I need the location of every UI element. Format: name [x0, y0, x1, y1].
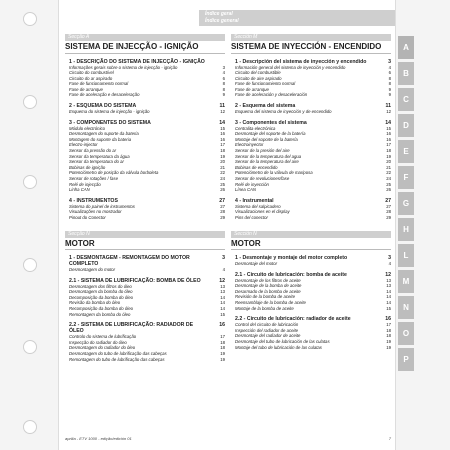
- section-injection-pt: [65, 34, 225, 221]
- toc-entry-page: 26: [386, 187, 391, 193]
- section-tab-d[interactable]: D: [398, 114, 414, 137]
- chapter-page: 11: [385, 103, 391, 110]
- chapter-title: 2.2 - SISTEMA DE LUBRIFICAÇÃO: RADIADOR DE ÓLEO: [69, 322, 194, 335]
- toc-entry-page: 15: [220, 311, 225, 317]
- binder-hole: [23, 258, 37, 272]
- section-motor-es: [231, 231, 391, 351]
- section-tab-h[interactable]: H: [398, 218, 414, 241]
- toc-entry-label: Desmontagem do radiador do óleo: [69, 345, 136, 351]
- chapter-title: 1 - Desmontaje y montaje del motor completo: [235, 255, 348, 262]
- toc-entry-label: Revisão da bomba do óleo: [69, 300, 121, 306]
- toc-entry-label: Remontagem do tubo de lubrificação das cabeças: [69, 356, 165, 362]
- toc-entry-page: 15: [220, 125, 225, 131]
- toc-entry-label: Desmontaje de la bomba de aceite: [235, 283, 302, 289]
- toc-entry-label: Desmontaje del motor: [235, 261, 278, 267]
- toc-entry-label: Controlo do sistema de lubrificação: [69, 334, 137, 340]
- toc-entry-label: Fase de funcionamento normal: [69, 81, 129, 87]
- binder-hole: [23, 340, 37, 354]
- section-tab-m[interactable]: M: [398, 270, 414, 293]
- toc-entry-page: 12: [220, 109, 225, 115]
- toc-entry-label: Desmontagem do tubo de lubrificação das cabeças: [69, 351, 167, 356]
- toc-entry-label: Circuito del combustible: [235, 70, 281, 76]
- toc-entry-page: 6: [222, 75, 225, 81]
- toc-entry-page: 19: [220, 351, 225, 356]
- toc-entry[interactable]: [231, 261, 391, 267]
- toc-entry-page: 17: [386, 322, 391, 328]
- toc-entry-page: 14: [220, 306, 225, 312]
- section-tag: Secção N: [68, 230, 90, 237]
- toc-entry-label: Sistema del salpicadero: [235, 203, 281, 209]
- toc-entry-label: Recomposição da bomba do óleo: [69, 306, 134, 312]
- toc-entry-page: 22: [386, 170, 391, 176]
- toc-entry-label: Fase de arranque: [235, 86, 269, 92]
- toc-entry-page: 24: [220, 176, 225, 181]
- binder-hole: [23, 420, 37, 434]
- toc-entry-label: Inspecção do radiador do óleo: [69, 339, 127, 345]
- toc-entry-label: Centralita electrónica: [235, 125, 276, 131]
- toc-entry-page: 18: [386, 333, 391, 339]
- section-tab-f[interactable]: F: [398, 166, 414, 189]
- toc-entry-label: Esquema del sistema de inyección y de encendido: [235, 109, 332, 115]
- toc-entry-label: Relé de inyección: [235, 181, 269, 187]
- toc-entry-page: 19: [220, 153, 225, 159]
- chapter-page: 11: [219, 103, 225, 110]
- chapter-title: 1 - DESMONTAGEM - REMONTAGEM DO MOTOR COMPLETO: [69, 255, 190, 268]
- toc-entry-label: Módulo electrónico: [69, 125, 106, 131]
- toc-entry-page: 25: [386, 181, 391, 187]
- toc-entry-label: Sensor de la presión del aire: [235, 148, 290, 154]
- toc-entry[interactable]: [231, 109, 391, 115]
- toc-entry-label: Remontagem da bomba do óleo: [69, 311, 131, 317]
- section-tab-e[interactable]: E: [398, 140, 414, 163]
- page-number: 7: [388, 436, 391, 441]
- chapter-title: 1 - Descripción del sistema de inyección y encendido: [235, 58, 367, 65]
- toc-entry-page: 14: [386, 294, 391, 300]
- toc-entry[interactable]: [65, 215, 225, 221]
- toc-entry-page: 29: [220, 214, 225, 220]
- toc-entry-page: 27: [220, 203, 225, 209]
- toc-entry-label: Inspección del radiador de aceite: [235, 327, 299, 333]
- toc-entry-label: Montaje del soporte de la batería: [235, 136, 298, 142]
- chapter-page: 3: [388, 58, 391, 65]
- divider: [231, 53, 391, 54]
- toc-entry-label: Bobinas de encendido: [235, 164, 278, 170]
- toc-entry-label: Sensor da temperatura do ar: [69, 159, 124, 165]
- page-footer: [65, 436, 391, 441]
- toc-entry-page: 21: [220, 164, 225, 170]
- toc-entry[interactable]: [65, 357, 225, 363]
- toc-entry-page: 14: [220, 300, 225, 306]
- toc-entry-page: 8: [222, 81, 225, 87]
- toc-entry-page: 4: [388, 261, 391, 267]
- toc-entry-page: 20: [386, 159, 391, 165]
- toc-entry[interactable]: [65, 109, 225, 115]
- toc-entry-label: Desarmado de la bomba de aceite: [235, 288, 301, 294]
- toc-entry-label: Potenciómetro de la válvula de mariposa: [235, 170, 313, 176]
- chapter-page: 3: [388, 255, 391, 262]
- chapter-heading[interactable]: [65, 255, 225, 267]
- toc-entry-label: Montaje del tubo de lubricación de las culatas: [235, 344, 322, 350]
- section-tag-bar: [65, 231, 225, 238]
- toc-entry-label: Información general del sistema de inyección y encendido: [235, 64, 346, 70]
- toc-entry-page: 15: [386, 305, 391, 311]
- toc-entry[interactable]: [65, 92, 225, 98]
- chapter-page: 14: [219, 119, 225, 126]
- binder-hole: [23, 12, 37, 26]
- toc-entry-label: Relé de injecção: [69, 181, 101, 187]
- footer-text: aprilia - ETV 1000 - edição/edición 01: [65, 436, 132, 441]
- toc-entry-label: Electro-injector: [69, 142, 98, 148]
- toc-entry-page: 12: [386, 109, 391, 115]
- section-motor-pt: [65, 231, 225, 363]
- toc-entry[interactable]: [231, 215, 391, 221]
- chapter-page: 3: [222, 255, 225, 262]
- chapter-title: 3 - COMPONENTES DO SISTEMA: [69, 119, 151, 126]
- toc-entry-page: 16: [220, 131, 225, 137]
- toc-entry-page: 9: [222, 92, 225, 98]
- toc-entry-page: 16: [220, 136, 225, 142]
- section-title: SISTEMA DE INYECCIÓN - ENCENDIDO: [231, 42, 382, 51]
- toc-entry-page: 24: [386, 176, 391, 181]
- toc-entry-page: 29: [386, 214, 391, 220]
- chapter-page: 16: [385, 316, 391, 323]
- document-sheet: [58, 0, 396, 450]
- toc-entry-label: Circuito do combustível: [69, 70, 114, 76]
- toc-entry-page: 15: [386, 125, 391, 131]
- section-tag: Sección N: [234, 230, 257, 237]
- toc-entry-label: Revisión de la bomba de aceite: [235, 294, 295, 300]
- toc-entry-page: 8: [222, 86, 225, 92]
- toc-entry[interactable]: [231, 306, 391, 312]
- toc-entry-label: Decomposição da bomba do óleo: [69, 294, 134, 300]
- toc-entry-page: 4: [222, 267, 225, 273]
- toc-entry-page: 13: [220, 289, 225, 295]
- divider: [65, 53, 225, 54]
- section-tab-o[interactable]: O: [398, 322, 414, 345]
- chapter-title: 3 - Componentes del sistema: [235, 119, 307, 126]
- chapter-title: 2 - ESQUEMA DO SISTEMA: [69, 103, 137, 110]
- toc-entry-label: Fase de funcionamiento normal: [235, 81, 296, 87]
- toc-entry-page: 22: [220, 170, 225, 176]
- toc-entry-page: 25: [220, 181, 225, 187]
- header-line-pt: Índice geral: [205, 11, 233, 17]
- toc-entry-page: 21: [386, 164, 391, 170]
- toc-entry-page: 28: [386, 209, 391, 215]
- toc-entry-label: Montaje de la bomba de aceite: [235, 305, 294, 311]
- toc-entry-page: 13: [386, 277, 391, 283]
- section-tab-c[interactable]: C: [398, 88, 414, 111]
- toc-entry-page: 19: [386, 339, 391, 344]
- toc-entry-label: Desmontagem do suporte da bateria: [69, 131, 139, 137]
- toc-entry-page: 17: [220, 142, 225, 148]
- chapter-title: 4 - Instrumental: [235, 197, 274, 204]
- divider: [65, 249, 225, 250]
- toc-entry-label: Visualizaciones en el display: [235, 209, 290, 215]
- toc-entry-page: 28: [220, 209, 225, 215]
- toc-entry-page: 9: [388, 92, 391, 98]
- toc-entry-label: Circuito do ar aspirado: [69, 75, 113, 81]
- section-tab-b[interactable]: B: [398, 62, 414, 85]
- section-tag-bar: [65, 34, 225, 41]
- right-column: [231, 34, 391, 350]
- toc-entry-label: Informações gerais sobre o sistema de injecção - ignição: [69, 64, 178, 70]
- chapter-title: 2.2 - Circuito de lubricación: radiador de aceite: [235, 316, 351, 323]
- toc-entry-page: 17: [220, 334, 225, 340]
- toc-entry-page: 16: [386, 131, 391, 137]
- toc-entry-label: Pins del conector: [235, 214, 268, 220]
- toc-entry-page: 17: [386, 142, 391, 148]
- toc-entry-label: Sensor da temperatura da água: [69, 153, 130, 159]
- toc-entry[interactable]: [65, 267, 225, 273]
- toc-entry-page: 8: [388, 75, 391, 81]
- toc-entry-page: 18: [386, 327, 391, 333]
- toc-entry-label: Control del circuito de lubricación: [235, 322, 299, 328]
- binder-hole: [23, 95, 37, 109]
- binder-hole: [23, 175, 37, 189]
- header-title: [205, 11, 239, 24]
- toc-entry-page: 18: [220, 339, 225, 345]
- chapter-heading[interactable]: [65, 322, 225, 334]
- toc-entry[interactable]: [65, 312, 225, 318]
- toc-entry-label: Desmontaje del tubo de lubricación de las culatas: [235, 339, 330, 344]
- toc-entry-page: 4: [388, 64, 391, 70]
- toc-entry-page: 3: [222, 64, 225, 70]
- chapter-title: 4 - INSTRUMENTOS: [69, 197, 118, 204]
- toc-entry-label: Reensamblaje de la bomba de aceite: [235, 300, 306, 306]
- section-title: MOTOR: [65, 238, 95, 248]
- chapter-page: 14: [385, 119, 391, 126]
- toc-entry-page: 14: [386, 288, 391, 294]
- toc-entry-label: Sensor de rotações / fase: [69, 176, 118, 181]
- toc-entry-label: Fase de aceleração e desaceleração: [69, 92, 140, 98]
- toc-entry-label: Sensor de la temperatura del agua: [235, 153, 302, 159]
- toc-entry-page: 19: [220, 356, 225, 362]
- toc-entry[interactable]: [231, 92, 391, 98]
- chapter-page: 12: [385, 271, 391, 278]
- toc-entry-page: 19: [386, 153, 391, 159]
- chapter-title: 2.1 - Circuito de lubricación: bomba de aceite: [235, 271, 347, 278]
- section-injection-es: [231, 34, 391, 221]
- chapter-page: 27: [219, 197, 225, 204]
- toc-entry-label: Sistema do painel de instrumentos: [69, 203, 135, 209]
- chapter-title: 1 - DESCRIÇÃO DO SISTEMA DE INJECÇÃO - IGNIÇÃO: [69, 58, 205, 65]
- toc-entry-label: Electroinyector: [235, 142, 264, 148]
- chapter-page: 12: [219, 277, 225, 284]
- section-tab-g[interactable]: G: [398, 192, 414, 215]
- toc-entry-page: 19: [386, 344, 391, 350]
- toc-entry-label: Desmontagem da bomba do óleo: [69, 289, 133, 295]
- page-header: [59, 10, 395, 26]
- toc-entry-label: Sensor de la temperatura del aire: [235, 159, 299, 165]
- toc-entry-page: 18: [220, 345, 225, 351]
- toc-entry-page: 18: [220, 148, 225, 154]
- toc-entry-label: Pinout do Conector: [69, 214, 106, 220]
- toc-entry-label: Desmontaje de los filtros de aceite: [235, 277, 301, 283]
- toc-entry-page: 14: [386, 300, 391, 306]
- section-title: SISTEMA DE INJECÇÃO - IGNIÇÃO: [65, 42, 199, 51]
- toc-entry-label: Desmontaje del soporte de la batería: [235, 131, 306, 137]
- chapter-page: 27: [385, 197, 391, 204]
- toc-entry-label: Desmontagem do motor: [69, 267, 116, 273]
- section-tabs: [398, 36, 414, 374]
- toc-entry-label: Línea CAN: [235, 187, 257, 193]
- toc-entry[interactable]: [231, 345, 391, 351]
- toc-entry-label: Potenciómetro de posição da válvula borboleta: [69, 170, 159, 176]
- toc-entry-label: Linha CAN: [69, 187, 90, 193]
- toc-entry-label: Circuito de aire aspirado: [235, 75, 282, 81]
- toc-entry-page: 14: [220, 294, 225, 300]
- section-tab-l[interactable]: L: [398, 244, 414, 267]
- header-line-es: Índice general: [205, 17, 239, 24]
- chapter-title: 2 - Esquema del sistema: [235, 103, 296, 110]
- section-tab-a[interactable]: A: [398, 36, 414, 59]
- left-column: [65, 34, 225, 362]
- chapter-page: 16: [219, 322, 225, 329]
- toc-entry-page: 16: [386, 136, 391, 142]
- toc-entry-page: 4: [222, 70, 225, 76]
- toc-entry-page: 8: [388, 81, 391, 87]
- section-title: MOTOR: [231, 238, 261, 248]
- toc-entry-label: Desmontagem dos filtros do óleo: [69, 283, 132, 289]
- section-tab-p[interactable]: P: [398, 348, 414, 371]
- divider: [231, 249, 391, 250]
- toc-entry-label: Esquema do sistema de injecção - ignição: [69, 109, 150, 115]
- section-tag-bar: [231, 231, 391, 238]
- section-tag: Secção A: [68, 34, 90, 40]
- chapter-title: 2.1 - SISTEMA DE LUBRIFICAÇÃO: BOMBA DE ÓLEO: [69, 277, 201, 284]
- toc-entry[interactable]: [65, 187, 225, 193]
- toc-entry-label: Desmontaje del radiador de aceite: [235, 333, 301, 339]
- section-tab-n[interactable]: N: [398, 296, 414, 319]
- toc-entry-page: 13: [220, 283, 225, 289]
- toc-entry-label: Montagem do suporte da bateria: [69, 136, 132, 142]
- toc-entry-page: 6: [388, 70, 391, 76]
- toc-entry[interactable]: [231, 187, 391, 193]
- section-tag-bar: [231, 34, 391, 41]
- toc-entry-page: 18: [386, 148, 391, 154]
- toc-entry-label: Bobinas de ignição: [69, 164, 106, 170]
- toc-entry-label: Fase de aceleración y desaceleración: [235, 92, 308, 98]
- toc-entry-page: 9: [388, 86, 391, 92]
- toc-entry-label: Visualizações no mostrador: [69, 209, 122, 215]
- toc-entry-label: Sensor de revoluciones/fase: [235, 176, 290, 181]
- toc-entry-page: 20: [220, 159, 225, 165]
- section-tag: Sección M: [234, 34, 258, 40]
- toc-entry-page: 26: [220, 187, 225, 193]
- toc-entry-label: Sensor da pressão do ar: [69, 148, 117, 154]
- toc-entry-page: 13: [386, 283, 391, 289]
- toc-entry-label: Fase de arranque: [69, 86, 103, 92]
- toc-entry-page: 27: [386, 203, 391, 209]
